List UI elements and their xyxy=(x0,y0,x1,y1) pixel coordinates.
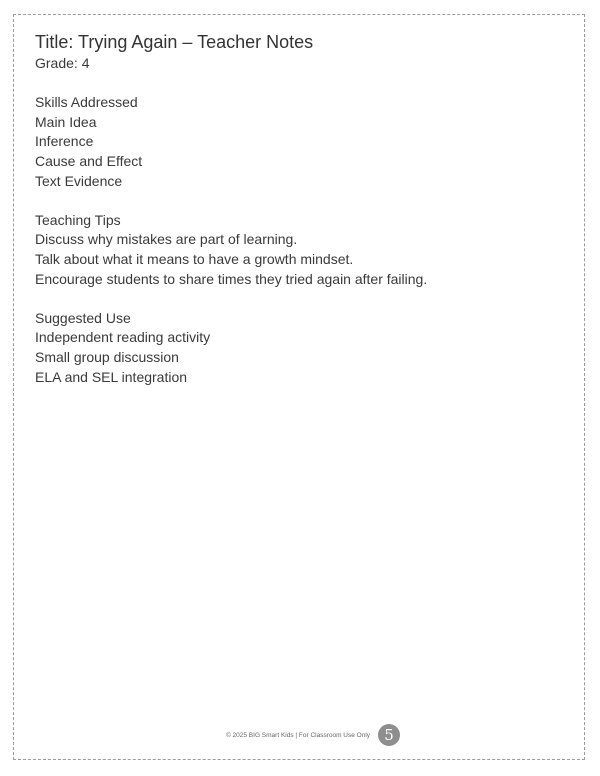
section-skills-addressed xyxy=(35,93,565,191)
section-heading: Suggested Use xyxy=(35,309,131,326)
list-item: Talk about what it means to have a growth mindset. xyxy=(35,250,354,267)
teaching-tips-list xyxy=(35,230,565,289)
section-heading: Teaching Tips xyxy=(35,211,121,228)
list-item: Main Idea xyxy=(35,113,97,130)
list-item: Encourage students to share times they tried again after failing. xyxy=(35,270,428,287)
section-heading: Skills Addressed xyxy=(35,94,138,111)
list-item: ELA and SEL integration xyxy=(35,368,188,385)
suggested-use-list xyxy=(35,328,565,387)
list-item: Independent reading activity xyxy=(35,329,211,346)
page-footer xyxy=(0,724,600,746)
grade-label: Grade: 4 xyxy=(35,55,90,71)
list-item: Small group discussion xyxy=(35,348,179,365)
list-item: Text Evidence xyxy=(35,172,123,189)
section-suggested-use xyxy=(35,309,565,387)
skills-list xyxy=(35,113,565,191)
list-item: Inference xyxy=(35,133,94,150)
document-title: Title: Trying Again – Teacher Notes xyxy=(35,32,314,52)
page-number-badge: 5 xyxy=(378,724,400,746)
section-teaching-tips xyxy=(35,211,565,289)
list-item: Discuss why mistakes are part of learning. xyxy=(35,231,298,248)
list-item: Cause and Effect xyxy=(35,152,143,169)
copyright-text: © 2025 BIG Smart Kids | For Classroom Use Only xyxy=(225,731,371,739)
document-body xyxy=(35,30,565,387)
